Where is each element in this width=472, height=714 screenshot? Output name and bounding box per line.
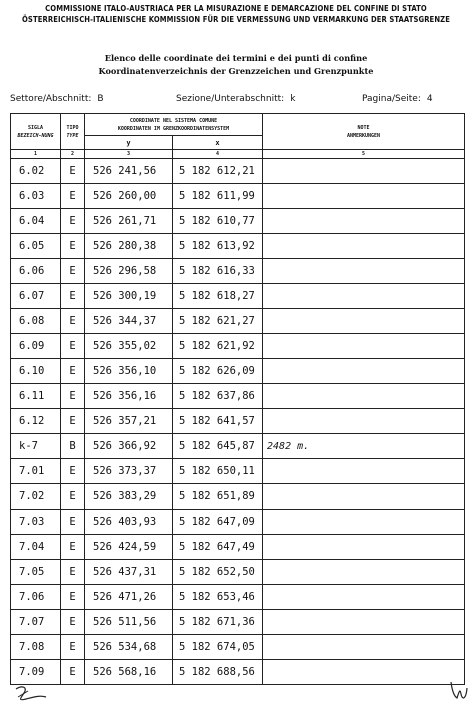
note-cell xyxy=(263,609,465,634)
sigla-cell: 6.07 xyxy=(11,284,61,309)
section-label: Sezione/Unterabschnitt: xyxy=(176,94,285,104)
x-coordinate-cell: 5 182 621,92 xyxy=(173,334,263,359)
y-coordinate-cell: 526 357,21 xyxy=(85,409,173,434)
column-number-2: 2 xyxy=(61,150,85,159)
commission-title-italian: COMMISSIONE ITALO-AUSTRIACA PER LA MISURAZIONE E DEMARCAZIONE DEL CONFINE DI STATO xyxy=(45,4,427,13)
table-row xyxy=(11,509,465,534)
tipo-cell: E xyxy=(61,484,85,509)
x-coordinate-cell: 5 182 618,27 xyxy=(173,284,263,309)
column-number-3: 3 xyxy=(85,150,173,159)
tipo-cell: E xyxy=(61,534,85,559)
section-value: k xyxy=(290,94,296,104)
tipo-cell: E xyxy=(61,259,85,284)
x-column-header: x xyxy=(173,136,263,150)
sigla-cell: k-7 xyxy=(11,434,61,459)
table-row xyxy=(11,584,465,609)
sigla-cell: 6.03 xyxy=(11,184,61,209)
note-cell xyxy=(263,334,465,359)
tipo-cell: E xyxy=(61,459,85,484)
tipo-cell: E xyxy=(61,234,85,259)
x-coordinate-cell: 5 182 611,99 xyxy=(173,184,263,209)
sigla-cell: 6.12 xyxy=(11,409,61,434)
sigla-cell: 7.07 xyxy=(11,609,61,634)
y-coordinate-cell: 526 300,19 xyxy=(85,284,173,309)
table-row xyxy=(11,334,465,359)
y-coordinate-cell: 526 534,68 xyxy=(85,634,173,659)
note-cell xyxy=(263,459,465,484)
sigla-cell: 7.08 xyxy=(11,634,61,659)
x-coordinate-cell: 5 182 652,50 xyxy=(173,559,263,584)
table-row xyxy=(11,284,465,309)
note-cell: 2482 m. xyxy=(263,434,465,459)
sigla-cell: 7.04 xyxy=(11,534,61,559)
sigla-cell: 6.11 xyxy=(11,384,61,409)
y-coordinate-cell: 526 356,10 xyxy=(85,359,173,384)
type-label: TYPE xyxy=(66,132,79,139)
tipo-cell: E xyxy=(61,559,85,584)
x-coordinate-cell: 5 182 610,77 xyxy=(173,209,263,234)
y-coordinate-cell: 526 260,00 xyxy=(85,184,173,209)
sigla-cell: 7.09 xyxy=(11,659,61,684)
x-coordinate-cell: 5 182 653,46 xyxy=(173,584,263,609)
sigla-cell: 6.04 xyxy=(11,209,61,234)
signature-left-icon xyxy=(12,683,52,705)
x-coordinate-cell: 5 182 613,92 xyxy=(173,234,263,259)
column-number-4: 4 xyxy=(173,150,263,159)
table-row xyxy=(11,434,465,459)
tipo-cell: E xyxy=(61,584,85,609)
page-field xyxy=(362,94,433,104)
sigla-cell: 7.03 xyxy=(11,509,61,534)
sigla-cell: 6.09 xyxy=(11,334,61,359)
note-cell xyxy=(263,184,465,209)
table-row xyxy=(11,359,465,384)
y-coordinate-cell: 526 383,29 xyxy=(85,484,173,509)
sector-value: B xyxy=(97,94,104,104)
tipo-cell: E xyxy=(61,309,85,334)
x-coordinate-cell: 5 182 671,36 xyxy=(173,609,263,634)
header-row-top xyxy=(11,114,465,136)
notes-column-header xyxy=(263,114,465,150)
x-coordinate-cell: 5 182 626,09 xyxy=(173,359,263,384)
y-coordinate-cell: 526 471,26 xyxy=(85,584,173,609)
y-coordinate-cell: 526 261,71 xyxy=(85,209,173,234)
table-row xyxy=(11,534,465,559)
sector-field xyxy=(10,94,104,104)
tipo-cell: E xyxy=(61,184,85,209)
tipo-cell: E xyxy=(61,284,85,309)
y-coordinate-cell: 526 280,38 xyxy=(85,234,173,259)
column-number-row xyxy=(11,150,465,159)
note-cell xyxy=(263,659,465,684)
y-column-header: y xyxy=(85,136,173,150)
sigla-cell: 7.02 xyxy=(11,484,61,509)
coordinates-table xyxy=(10,113,465,685)
x-coordinate-cell: 5 182 688,56 xyxy=(173,659,263,684)
tipo-cell: E xyxy=(61,209,85,234)
tipo-cell: E xyxy=(61,659,85,684)
document-subtitle-german: Koordinatenverzeichnis der Grenzzeichen und Grenzpunkte xyxy=(98,66,374,76)
sector-label: Settore/Abschnitt: xyxy=(10,94,92,104)
notes-label-italian: NOTE xyxy=(357,124,370,131)
note-cell xyxy=(263,234,465,259)
x-coordinate-cell: 5 182 612,21 xyxy=(173,159,263,184)
table-row xyxy=(11,234,465,259)
note-cell xyxy=(263,384,465,409)
section-field xyxy=(176,94,295,104)
note-cell xyxy=(263,359,465,384)
sigla-cell: 6.10 xyxy=(11,359,61,384)
table-row xyxy=(11,609,465,634)
sigla-cell: 6.02 xyxy=(11,159,61,184)
coordinates-label-italian: COORDINATE NEL SISTEMA COMUNE xyxy=(129,117,218,124)
y-coordinate-cell: 526 356,16 xyxy=(85,384,173,409)
column-number-5: 5 xyxy=(263,150,465,159)
note-cell xyxy=(263,209,465,234)
coordinates-column-header xyxy=(85,114,263,136)
column-number-1: 1 xyxy=(11,150,61,159)
tipo-cell: E xyxy=(61,634,85,659)
y-coordinate-cell: 526 296,58 xyxy=(85,259,173,284)
note-cell xyxy=(263,484,465,509)
tipo-cell: E xyxy=(61,334,85,359)
bezeichnung-label: BEZEICH-NUNG xyxy=(17,132,54,139)
sigla-cell: 7.05 xyxy=(11,559,61,584)
note-cell xyxy=(263,584,465,609)
tipo-label: TIPO xyxy=(66,124,79,131)
note-cell xyxy=(263,284,465,309)
tipo-cell: E xyxy=(61,159,85,184)
table-row xyxy=(11,209,465,234)
note-cell xyxy=(263,559,465,584)
note-cell xyxy=(263,409,465,434)
y-coordinate-cell: 526 241,56 xyxy=(85,159,173,184)
x-coordinate-cell: 5 182 641,57 xyxy=(173,409,263,434)
sigla-cell: 6.05 xyxy=(11,234,61,259)
notes-label-german: ANMERKUNGEN xyxy=(346,132,381,139)
y-coordinate-cell: 526 344,37 xyxy=(85,309,173,334)
sigla-cell: 7.01 xyxy=(11,459,61,484)
sigla-cell: 6.06 xyxy=(11,259,61,284)
x-coordinate-cell: 5 182 674,05 xyxy=(173,634,263,659)
table-row xyxy=(11,409,465,434)
page-value: 4 xyxy=(426,94,433,104)
document-subtitle-italian: Elenco delle coordinate dei termini e dei punti di confine xyxy=(104,53,368,63)
note-cell xyxy=(263,509,465,534)
sigla-column-header xyxy=(11,114,61,150)
x-coordinate-cell: 5 182 645,87 xyxy=(173,434,263,459)
x-coordinate-cell: 5 182 621,27 xyxy=(173,309,263,334)
table-row xyxy=(11,459,465,484)
table-row xyxy=(11,659,465,684)
note-cell xyxy=(263,259,465,284)
x-coordinate-cell: 5 182 650,11 xyxy=(173,459,263,484)
tipo-cell: E xyxy=(61,409,85,434)
x-coordinate-cell: 5 182 651,89 xyxy=(173,484,263,509)
y-coordinate-cell: 526 355,02 xyxy=(85,334,173,359)
y-coordinate-cell: 526 373,37 xyxy=(85,459,173,484)
x-coordinate-cell: 5 182 647,49 xyxy=(173,534,263,559)
table-row xyxy=(11,259,465,284)
note-cell xyxy=(263,534,465,559)
coordinates-label-german: KOORDINATEN IM GRENZKOORDINATENSYSTEM xyxy=(117,125,230,132)
y-coordinate-cell: 526 568,16 xyxy=(85,659,173,684)
tipo-column-header xyxy=(61,114,85,150)
y-coordinate-cell: 526 511,56 xyxy=(85,609,173,634)
x-coordinate-cell: 5 182 637,86 xyxy=(173,384,263,409)
table-row xyxy=(11,309,465,334)
table-row xyxy=(11,559,465,584)
table-row xyxy=(11,484,465,509)
tipo-cell: E xyxy=(61,384,85,409)
note-cell xyxy=(263,159,465,184)
sigla-label: SIGLA xyxy=(27,124,44,131)
page-label: Pagina/Seite: xyxy=(362,94,421,104)
table-row xyxy=(11,159,465,184)
tipo-cell: E xyxy=(61,509,85,534)
tipo-cell: E xyxy=(61,359,85,384)
x-coordinate-cell: 5 182 647,09 xyxy=(173,509,263,534)
y-coordinate-cell: 526 437,31 xyxy=(85,559,173,584)
signature-right-icon xyxy=(448,678,470,706)
note-cell xyxy=(263,309,465,334)
tipo-cell: E xyxy=(61,609,85,634)
y-coordinate-cell: 526 366,92 xyxy=(85,434,173,459)
y-coordinate-cell: 526 403,93 xyxy=(85,509,173,534)
sigla-cell: 6.08 xyxy=(11,309,61,334)
table-row xyxy=(11,184,465,209)
commission-title-german: ÖSTERREICHISCH-ITALIENISCHE KOMMISSION FÜR DIE VERMESSUNG UND VERMARKUNG DER STAATSGRENZE xyxy=(22,15,450,24)
note-cell xyxy=(263,634,465,659)
table-row xyxy=(11,384,465,409)
x-coordinate-cell: 5 182 616,33 xyxy=(173,259,263,284)
sigla-cell: 7.06 xyxy=(11,584,61,609)
table-row xyxy=(11,634,465,659)
tipo-cell: B xyxy=(61,434,85,459)
y-coordinate-cell: 526 424,59 xyxy=(85,534,173,559)
